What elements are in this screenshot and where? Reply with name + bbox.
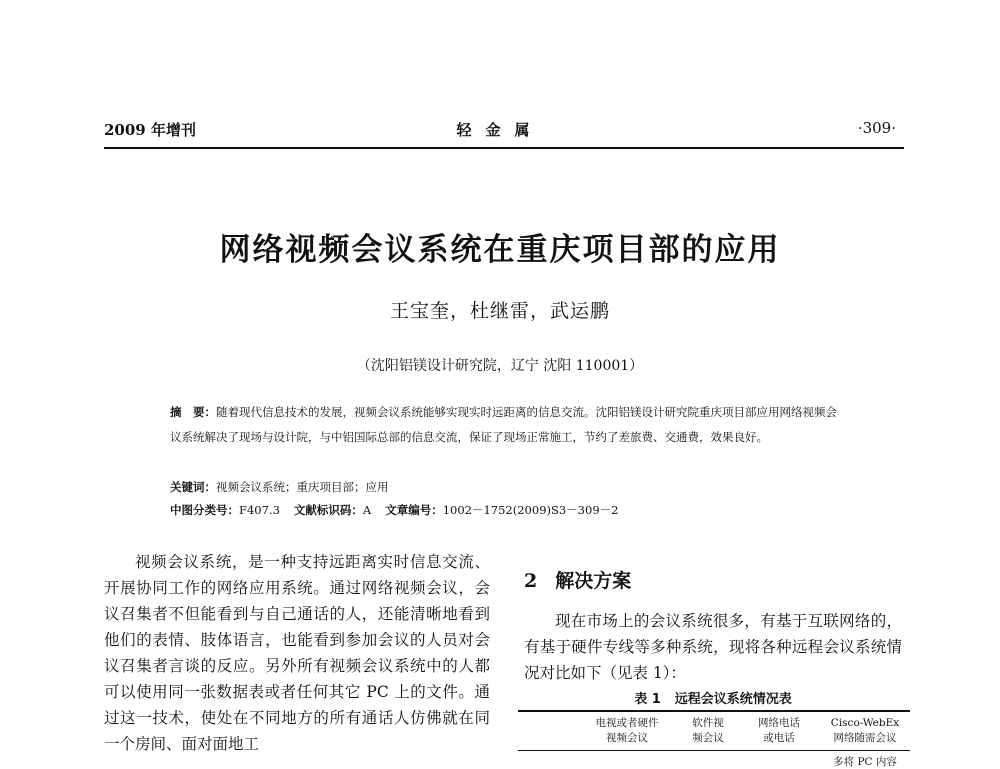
article-id-label: 文章编号： bbox=[385, 503, 443, 517]
author-affiliation: （沈阳铝镁设计研究院，辽宁 沈阳 110001） bbox=[356, 358, 644, 374]
doc-code-label: 文献标识码： bbox=[293, 503, 363, 517]
table-header-cell: Cisco-WebEx 网络随需会议 bbox=[830, 717, 900, 744]
article-authors: 王宝奎，杜继雷，武运鹏 bbox=[389, 300, 610, 322]
table-cell: 多将 PC 内容 bbox=[833, 756, 897, 768]
journal-issue: 2009 年增刊 bbox=[104, 121, 196, 139]
section-heading bbox=[524, 566, 631, 593]
doc-code-value: A bbox=[362, 503, 372, 517]
keywords bbox=[170, 475, 840, 500]
section-title: 解决方案 bbox=[555, 570, 632, 592]
section-number: 2 bbox=[524, 570, 538, 592]
keywords-text: 视频会议系统；重庆项目部；应用 bbox=[216, 480, 389, 494]
abstract bbox=[170, 400, 840, 450]
table-header-cell: 电视或者硬件 视频会议 bbox=[595, 717, 659, 744]
classification-line bbox=[170, 498, 840, 523]
table-top-rule bbox=[518, 710, 910, 712]
body-paragraph-right: 现在市场上的会议系统很多，有基于互联网络的，有基于硬件专线等多种系统，现将各种远程会议系统情况对比如下（见表 1）： bbox=[524, 612, 902, 682]
keywords-label: 关键词： bbox=[170, 480, 216, 494]
journal-name: 轻金属 bbox=[456, 121, 544, 139]
table-header-rule bbox=[518, 750, 910, 751]
table-header-cell: 软件视 频会议 bbox=[692, 717, 724, 744]
article-title: 网络视频会议系统在重庆项目部的应用 bbox=[219, 232, 781, 268]
page-number: ·309· bbox=[857, 119, 896, 137]
table-number: 表 1 bbox=[634, 692, 661, 707]
clc-value: F407.3 bbox=[239, 503, 280, 517]
article-id-value: 1002－1752(2009)S3－309－2 bbox=[442, 503, 619, 517]
table-title: 远程会议系统情况表 bbox=[674, 692, 792, 707]
body-paragraph-left: 视频会议系统，是一种支持远距离实时信息交流、开展协同工作的网络应用系统。通过网络视频会议，会议召集者不但能看到与自己通话的人，还能清晰地看到他们的表情、肢体语言，也能看到参加会议的人员对会议召集者言谈的反应。另外所有视频会议系统中的人都可以使用同一张数据表或者任何其它 PC 上的文件。通过这一技术，使处在不同地方的所有通话人仿佛就在同一个房间、面对面地工 bbox=[104, 553, 490, 753]
abstract-text: 随着现代信息技术的发展，视频会议系统能够实现实时远距离的信息交流。沈阳铝镁设计研究院重庆项目部应用网络视频会议系统解决了现场与设计院，与中铝国际总部的信息交流，保证了现场正常施工，节约了差旅费、交通费，效果良好。 bbox=[170, 405, 837, 444]
table-header-cell: 网络电话 或电话 bbox=[758, 717, 800, 744]
header-rule bbox=[104, 147, 904, 149]
table-caption bbox=[524, 688, 902, 707]
abstract-label: 摘 要： bbox=[170, 405, 216, 419]
clc-label: 中图分类号： bbox=[170, 503, 239, 517]
